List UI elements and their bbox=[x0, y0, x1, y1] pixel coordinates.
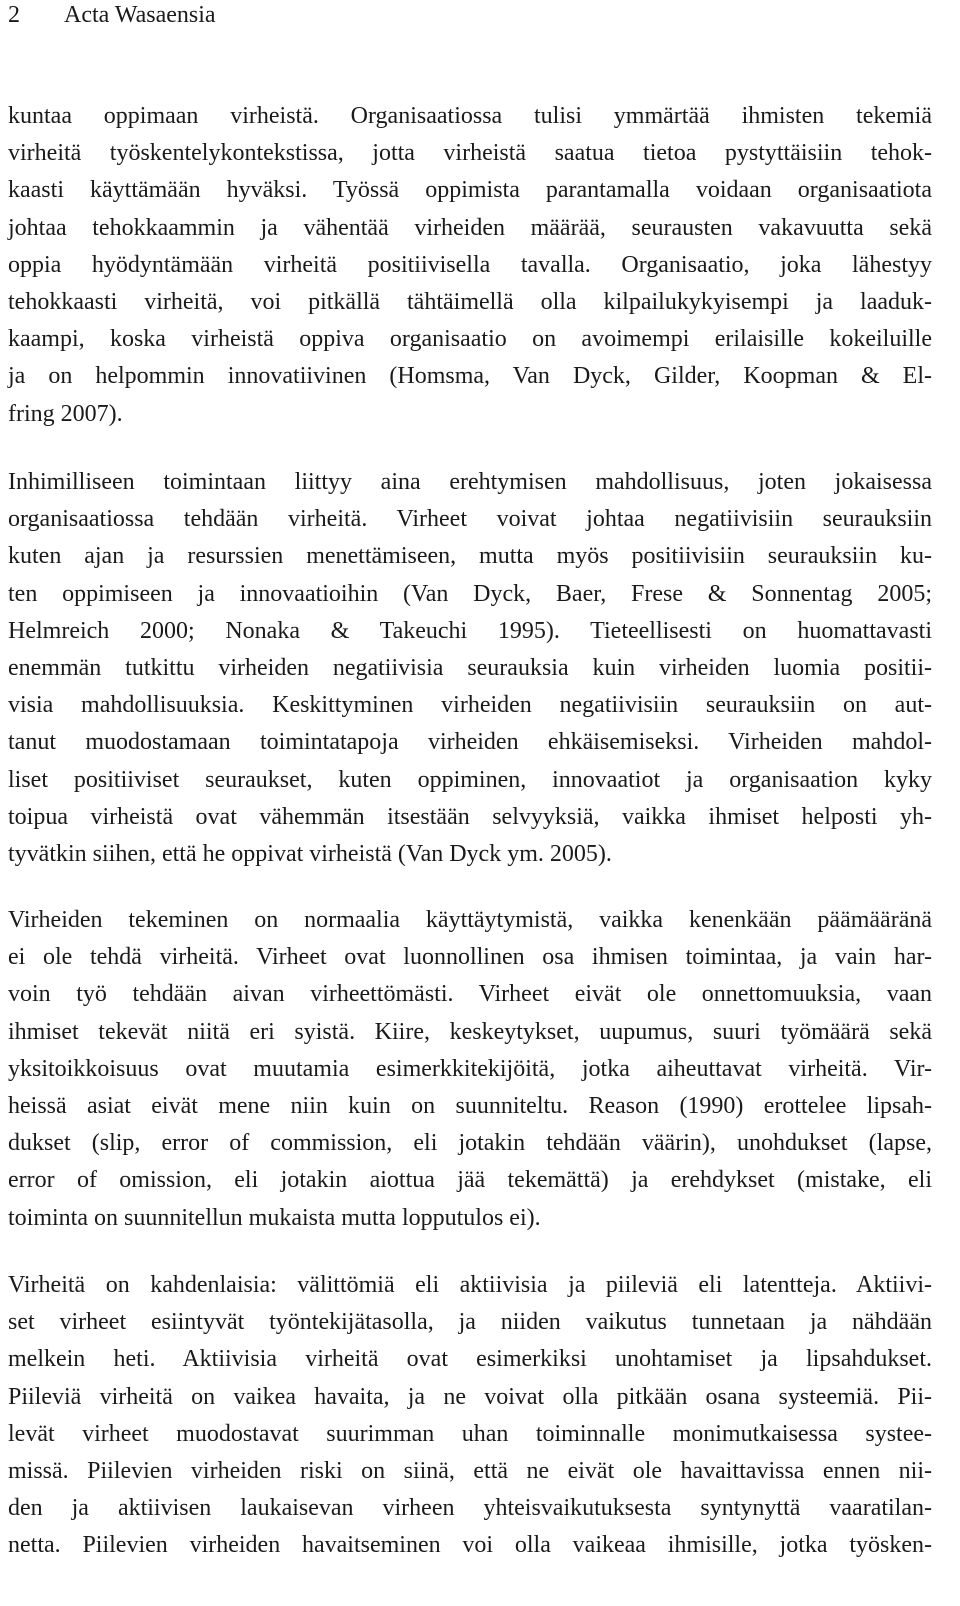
text-line: kuntaa oppimaan virheistä. Organisaatiossa tulisi ymmärtää ihmisten tekemiä bbox=[8, 103, 932, 129]
text-line: yksitoikkoisuus ovat muutamia esimerkkitekijöitä, jotka aiheuttavat virheitä. Vir- bbox=[8, 1055, 932, 1082]
text-line: oppia hyödyntämään virheitä positiivisella tavalla. Organisaatio, joka lähestyy bbox=[8, 251, 932, 278]
text-line: set virheet esiintyvät työntekijätasolla, ja niiden vaikutus tunnetaan ja nähdään bbox=[8, 1309, 932, 1336]
text-line: netta. Piilevien virheiden havaitseminen voi olla vaikeaa ihmisille, jotka työsken- bbox=[8, 1532, 932, 1559]
text-line: Virheitä on kahdenlaisia: välittömiä eli aktiivisia ja piileviä eli latentteja. Aktiivi- bbox=[8, 1272, 932, 1298]
text-line: dukset (slip, error of commission, eli jotakin tehdään väärin), unohdukset (lapse, bbox=[8, 1130, 932, 1157]
text-line: ja on helpommin innovatiivinen (Homsma, Van Dyck, Gilder, Koopman & El- bbox=[8, 363, 932, 390]
paragraph-1 bbox=[8, 98, 932, 433]
text-line: kaasti käyttämään hyväksi. Työssä oppimista parantamalla voidaan organisaatiota bbox=[8, 177, 932, 204]
text-line: tehokkaasti virheitä, voi pitkällä tähtäimellä olla kilpailukykyisempi ja laaduk- bbox=[8, 288, 932, 315]
text-line: johtaa tehokkaammin ja vähentää virheiden määrää, seurausten vakavuutta sekä bbox=[8, 214, 932, 241]
paragraph-2 bbox=[8, 464, 932, 873]
text-line: enemmän tutkittu virheiden negatiivisia seurauksia kuin virheiden luomia positii- bbox=[8, 654, 932, 681]
text-line: heissä asiat eivät mene niin kuin on suunniteltu. Reason (1990) erottelee lipsah- bbox=[8, 1092, 932, 1119]
text-line: melkein heti. Aktiivisia virheitä ovat esimerkiksi unohtamiset ja lipsahdukset. bbox=[8, 1346, 932, 1373]
text-line: ten oppimiseen ja innovaatioihin (Van Dyck, Baer, Frese & Sonnentag 2005; bbox=[8, 580, 932, 607]
text-line: error of omission, eli jotakin aiottua jää tekemättä) ja erehdykset (mistake, eli bbox=[8, 1167, 932, 1194]
text-line: toipua virheistä ovat vähemmän itsestään selvyyksiä, vaikka ihmiset helposti yh- bbox=[8, 803, 932, 830]
text-line: Virheiden tekeminen on normaalia käyttäytymistä, vaikka kenenkään päämääränä bbox=[8, 907, 932, 933]
text-line: voin työ tehdään aivan virheettömästi. Virheet eivät ole onnettomuuksia, vaan bbox=[8, 981, 932, 1008]
text-line: visia mahdollisuuksia. Keskittyminen virheiden negatiivisiin seurauksiin on aut- bbox=[8, 692, 932, 719]
page-number: 2 bbox=[8, 2, 20, 28]
text-line: missä. Piilevien virheiden riski on siinä, että ne eivät ole havaittavissa ennen nii- bbox=[8, 1457, 932, 1484]
paragraph-3 bbox=[8, 902, 932, 1237]
paragraph-4 bbox=[8, 1267, 932, 1565]
text-line: organisaatiossa tehdään virheitä. Virheet voivat johtaa negatiivisiin seurauksiin bbox=[8, 506, 932, 533]
text-line: kaampi, koska virheistä oppiva organisaatio on avoimempi erilaisille kokeiluille bbox=[8, 326, 932, 353]
text-line: Helmreich 2000; Nonaka & Takeuchi 1995). Tieteellisesti on huomattavasti bbox=[8, 617, 932, 644]
text-line: ihmiset tekevät niitä eri syistä. Kiire, keskeytykset, uupumus, suuri työmäärä sekä bbox=[8, 1018, 932, 1045]
text-line: fring 2007). bbox=[8, 400, 123, 427]
text-line: ei ole tehdä virheitä. Virheet ovat luonnollinen osa ihmisen toimintaa, ja vain har- bbox=[8, 944, 932, 971]
text-line: virheitä työskentelykontekstissa, jotta virheistä saatua tietoa pystyttäisiin tehok- bbox=[8, 140, 932, 167]
text-line: tyvätkin siihen, että he oppivat virheistä (Van Dyck ym. 2005). bbox=[8, 840, 612, 867]
text-line: toiminta on suunnitellun mukaista mutta lopputulos ei). bbox=[8, 1204, 541, 1231]
running-header bbox=[8, 0, 216, 30]
text-line: Piileviä virheitä on vaikea havaita, ja ne voivat olla pitkään osana systeemiä. Pii- bbox=[8, 1383, 932, 1410]
text-line: Inhimilliseen toimintaan liittyy aina erehtymisen mahdollisuus, joten jokaisessa bbox=[8, 469, 932, 495]
text-line: tanut muodostamaan toimintatapoja virheiden ehkäisemiseksi. Virheiden mahdol- bbox=[8, 729, 932, 756]
text-line: kuten ajan ja resurssien menettämiseen, mutta myös positiivisiin seurauksiin ku- bbox=[8, 543, 932, 570]
text-line: levät virheet muodostavat suurimman uhan toiminnalle monimutkaisessa systee- bbox=[8, 1420, 932, 1447]
text-line: den ja aktiivisen laukaisevan virheen yhteisvaikutuksesta syntynyttä vaaratilan- bbox=[8, 1495, 932, 1522]
publication-title: Acta Wasaensia bbox=[64, 2, 216, 28]
text-line: liset positiiviset seuraukset, kuten oppiminen, innovaatiot ja organisaation kyky bbox=[8, 766, 932, 793]
